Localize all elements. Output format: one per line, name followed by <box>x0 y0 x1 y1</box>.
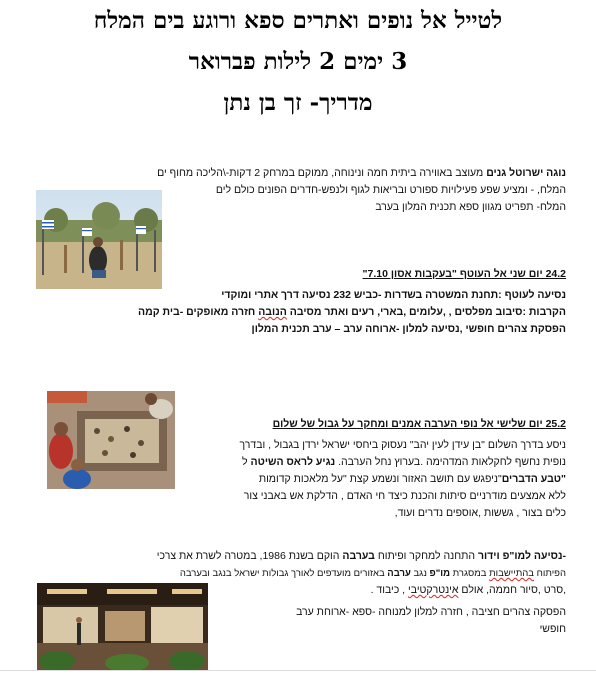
hotel-name: נוגה ישרוטל גנים <box>486 167 566 179</box>
day3-line-2: הפיתוח בהתיישבות במסגרת מו"פ נגב ערבה באזורים מועדפים לאורך גבולות ישראל בנגב ובערבה <box>179 568 566 579</box>
page-bottom-edge <box>0 670 596 671</box>
day3-line-3: ,סרט ,סיור חממה, אולם אינטרקטיבי , כיבוד . <box>370 584 566 596</box>
day2-line-4: ללא אמצעים מודרניים סיתות והכנת כיצד חי האדם , הדלקת אש באבני צור <box>243 490 566 502</box>
day3-line-4: הפסקה צהרים חציבה , חזרה למלון למנוחה -ספא -ארוחת ערב <box>296 606 566 618</box>
day2-line-1: ניסע בדרך השלום "בן עידן לעין יהב" נעסוק ביחסי ישראל ירדן בגבול , ובדרך <box>239 439 566 451</box>
day2-paragraph <box>166 437 566 522</box>
title-line-1: לטייל אל נופים ואתרים ספא ורוגע בים המלח <box>93 7 503 34</box>
title-line-2: 3 ימים 2 לילות פברואר <box>188 48 408 75</box>
day2-line-5: כלים בצור , גששות ,אוספים נדרים ועוד, <box>394 507 566 519</box>
day3-line-1: -נסיעה למו"פ וידור התחנה למחקר ופיתוח בערבה הוקם בשנת 1986, במטרה לשרת את צרכי <box>156 550 566 562</box>
desert-crafts-workshop-photo <box>47 391 175 489</box>
day2-heading: 25.2 יום שלישי אל נופי הערבה אמנים ומחקר על גבול של שלום <box>272 418 566 430</box>
day1-heading: 24.2 יום שני אל העוטף "בעקבות אסון 7.10" <box>362 268 566 280</box>
day3-line-5: חופשי <box>539 623 566 635</box>
hotel-line-2: המלח, - ומציע שפע פעילויות ספורט ובריאות לגוף ולנפש-חדרים הפונים כולם לים <box>215 184 566 196</box>
day1-paragraph <box>26 287 566 338</box>
hotel-line-3: המלח- תפריט מגוון ספא תכנית המלון בערב <box>375 201 566 213</box>
research-center-exhibit-photo <box>37 583 208 670</box>
day2-line-2: נופית נחשף לחקלאות המדהימה .בערוץ נחל הערבה. נגיע לראס השיטה ל <box>242 456 566 468</box>
hotel-line-1: מעוצב באווירה ביתית חמה ונינוחה, ממוקם במרחק 2 דקות-\הליכה מחוף ים <box>157 167 484 179</box>
day2-line-3: "טבע הדברים"ניפגש עם תושב האזור ונשמע קצת "על מלאכות קדומות <box>258 473 566 485</box>
day1-line-3: הפסקת צהרים חופשי ,נסיעה למלון -ארוחה ערב – ערב תכנית המלון <box>251 323 566 335</box>
day1-line-1: נסיעה לעוטף :תחנת המשטרה בשדרות -כביש 232 נסיעה דרך אתרי ומוקדי <box>221 289 566 301</box>
title-line-3: מדריך- זך בן נתן <box>223 89 373 116</box>
day1-line-2: הקרבות :סיבוב מפלסים , ,עלומים ,בארי, רעים ואתר מסיבה הנובה חזרה מאופקים -בית קמה <box>138 306 566 318</box>
day3-closing <box>266 604 566 638</box>
